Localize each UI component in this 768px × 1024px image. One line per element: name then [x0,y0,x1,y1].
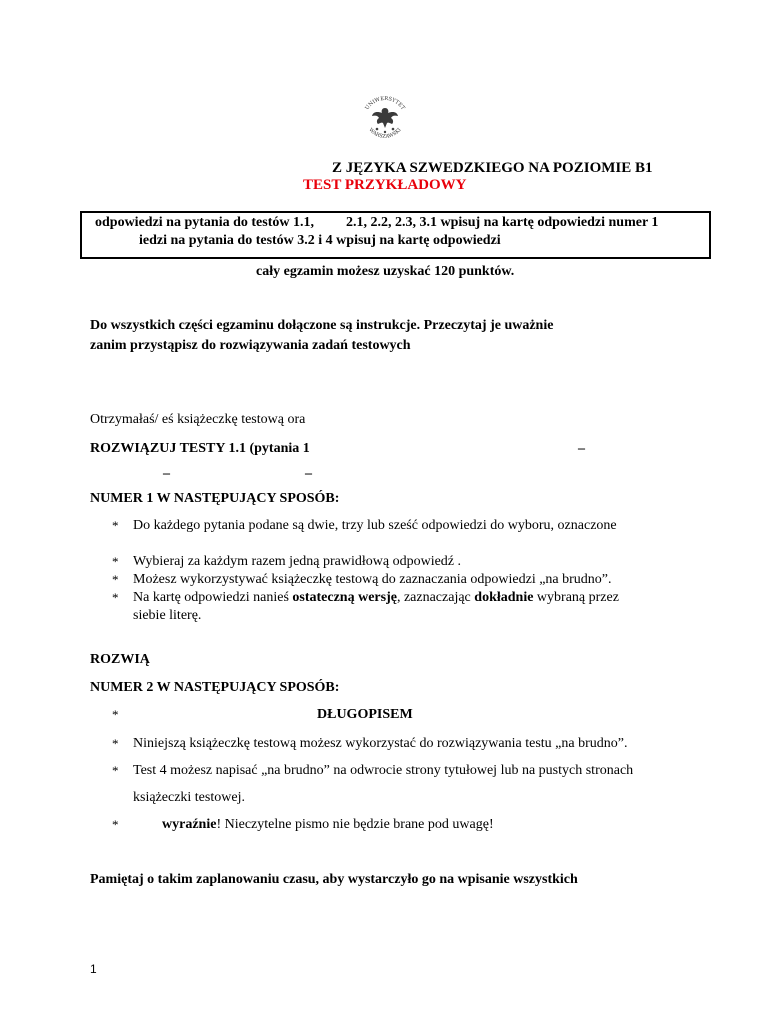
points-line: cały egzamin możesz uzyskać 120 punktów. [256,264,515,279]
solve-tests-line: ROZWIĄZUJ TESTY 1.1 (pytania 1 [90,441,310,456]
svg-text:UNIWERSYTET: UNIWERSYTET [364,95,406,112]
bullet4-rest: ! Nieczytelne pismo nie będzie brane pod uwagę! [216,817,494,832]
bullet4-bold-precisely: dokładnie [474,590,534,605]
section2-rozwia: ROZWIĄ [90,652,150,667]
bullet-marker: * [112,572,119,587]
university-seal-logo [357,94,413,142]
bullet-marker: * [112,736,119,751]
bullet4-text: , zaznaczając [396,590,475,605]
section1-heading: NUMER 1 W NASTĘPUJĄCY SPOSÓB: [90,491,340,506]
bullet-marker: * [112,817,119,832]
section1-bullet4 [133,590,619,606]
instructions-line2: zanim przystąpisz do rozwiązywania zadań testowych [90,338,411,353]
exam-subtitle: TEST PRZYKŁADOWY [303,177,467,193]
bullet4-bold-final-version: ostateczną wersję [292,590,397,605]
section2-bullet2: Niniejszą książeczkę testową możesz wykorzystać do rozwiązywania testu „na brudno”. [133,736,628,751]
bullet-marker: * [112,707,119,722]
bullet4-text: wybraną przez [533,590,619,605]
footer-note: Pamiętaj o takim zaplanowaniu czasu, aby wystarczyło go na wpisanie wszystkich [90,872,578,887]
section2-bullet1-pen: DŁUGOPISEM [317,707,413,722]
solve-dash: – [163,466,170,481]
section1-bullet3: Możesz wykorzystywać książeczkę testową do zaznaczania odpowiedzi „na brudno”. [133,572,612,587]
section1-bullet2: Wybieraj za każdym razem jedną prawidłową odpowiedź . [133,554,462,569]
solve-dash: – [305,466,312,481]
bullet-marker: * [112,518,119,533]
received-text: Otrzymałaś/ eś książeczkę testową ora [90,412,306,427]
box-line1-a: odpowiedzi na pytania do testów 1.1, [95,215,314,230]
section2-bullet4 [162,817,494,833]
bullet4-text: Na kartę odpowiedzi nanieś [133,590,293,605]
instructions-line1: Do wszystkich części egzaminu dołączone są instrukcje. Przeczytaj je uważnie [90,318,554,333]
section2-heading: NUMER 2 W NASTĘPUJĄCY SPOSÓB: [90,680,340,695]
svg-text:WARSZAWSKI: WARSZAWSKI [367,127,403,140]
section2-bullet3-line2: książeczki testowej. [133,790,245,805]
bullet-marker: * [112,554,119,569]
section1-bullet1: Do każdego pytania podane są dwie, trzy lub sześć odpowiedzi do wyboru, oznaczone [133,518,617,533]
box-line2: iedzi na pytania do testów 3.2 i 4 wpisuj na kartę odpowiedzi [139,233,501,248]
exam-title: Z JĘZYKA SZWEDZKIEGO NA POZIOMIE B1 [332,160,653,176]
bullet-marker: * [112,763,119,778]
bullet-marker: * [112,590,119,605]
box-line1-b: 2.1, 2.2, 2.3, 3.1 wpisuj na kartę odpowiedzi numer 1 [346,215,659,230]
solve-dash: – [578,441,585,456]
section1-bullet4-line2: siebie literę. [133,608,202,623]
bullet4-bold-legibly: wyraźnie [162,817,217,832]
page-number: 1 [90,962,97,976]
section2-bullet3: Test 4 możesz napisać „na brudno” na odwrocie strony tytułowej lub na pustych stronach [133,763,634,778]
